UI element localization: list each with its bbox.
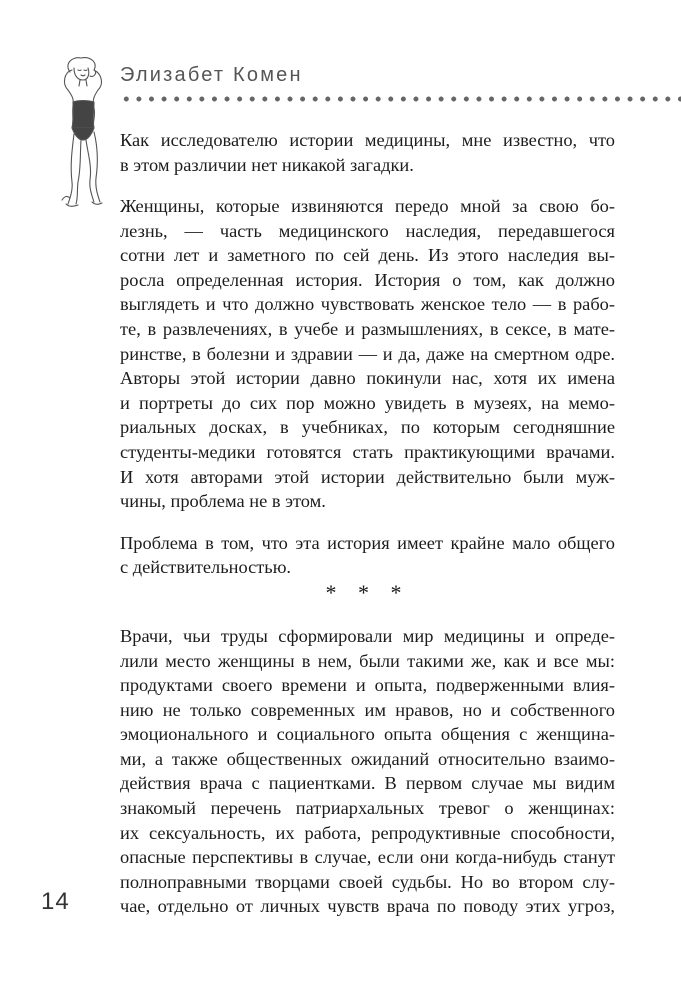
text-line: риальных досках, в учебниках, по которым сегодняшние — [120, 417, 615, 438]
text-line: ринстве, в болезни и здравии — и да, даже на смертном одре. — [120, 343, 615, 364]
text-line: лезнь, — часть медицинского наследия, передавшегося — [120, 220, 615, 241]
running-header-author: Элизабет Комен — [120, 64, 303, 86]
page-number: 14 — [41, 888, 70, 915]
text-line: с действительностью. — [120, 557, 292, 578]
text-line: Авторы этой истории давно покинули нас, хотя их имена — [120, 368, 615, 389]
text-line: И хотя авторами этой истории действительно были муж- — [120, 466, 615, 487]
text-line: лили место женщины в нем, были такими же, как и все мы: — [120, 650, 615, 671]
text-line: чае, отдельно от личных чувств врача по поводу этих угроз, — [120, 896, 615, 917]
text-line: Как исследователю истории медицины, мне известно, что — [120, 130, 615, 150]
body-text — [120, 128, 615, 919]
text-line: Женщины, которые извиняются передо мной за свою бо- — [120, 196, 615, 216]
text-line: Врачи, чьи труды сформировали мир медицины и опреде- — [120, 625, 615, 646]
dotted-rule — [120, 95, 681, 103]
text-line: те, в развлечениях, в учебе и размышлениях, в сексе, в мате- — [120, 318, 615, 339]
paragraph — [120, 128, 615, 177]
section-separator: * * * — [325, 580, 410, 605]
text-line: ми, а также общественных ожиданий относительно взаимо- — [120, 748, 615, 769]
text-line: их сексуальность, их работа, репродуктивные способности, — [120, 822, 615, 843]
text-line: студенты-медики готовятся стать практикующими врачами. — [120, 441, 615, 462]
text-line: сотни лет и заметного по сей день. Из этого наследия вы- — [120, 245, 615, 266]
text-line: росла определенная история. История о том, как должно — [120, 269, 615, 290]
text-line: эмоционального и социального опыта общения с женщина- — [120, 724, 615, 745]
text-line: выглядеть и что должно чувствовать женское тело — в рабо- — [120, 294, 615, 315]
pinup-girl-illustration — [48, 50, 120, 210]
text-line: опасные перспективы в случае, если они когда-нибудь станут — [120, 847, 615, 868]
text-line: полноправными творцами своей судьбы. Но во втором слу- — [120, 871, 615, 892]
text-line: знакомый перечень патриархальных тревог о женщинах: — [120, 798, 615, 819]
text-line: и портреты до сих пор можно увидеть в музеях, на мемо- — [120, 392, 615, 413]
paragraph — [120, 194, 615, 514]
text-line: нию не только современных им нравов, но и собственного — [120, 699, 615, 720]
paragraph — [120, 531, 615, 580]
paragraph — [120, 624, 615, 919]
text-line: продуктами своего времени и опыта, подверженными влия- — [120, 675, 615, 696]
text-line: в этом различии нет никакой загадки. — [120, 154, 414, 175]
text-line: действия врача с пациентками. В первом случае мы видим — [120, 773, 615, 794]
text-line: Проблема в том, что эта история имеет крайне мало общего — [120, 532, 615, 553]
text-line: чины, проблема не в этом. — [120, 491, 326, 512]
